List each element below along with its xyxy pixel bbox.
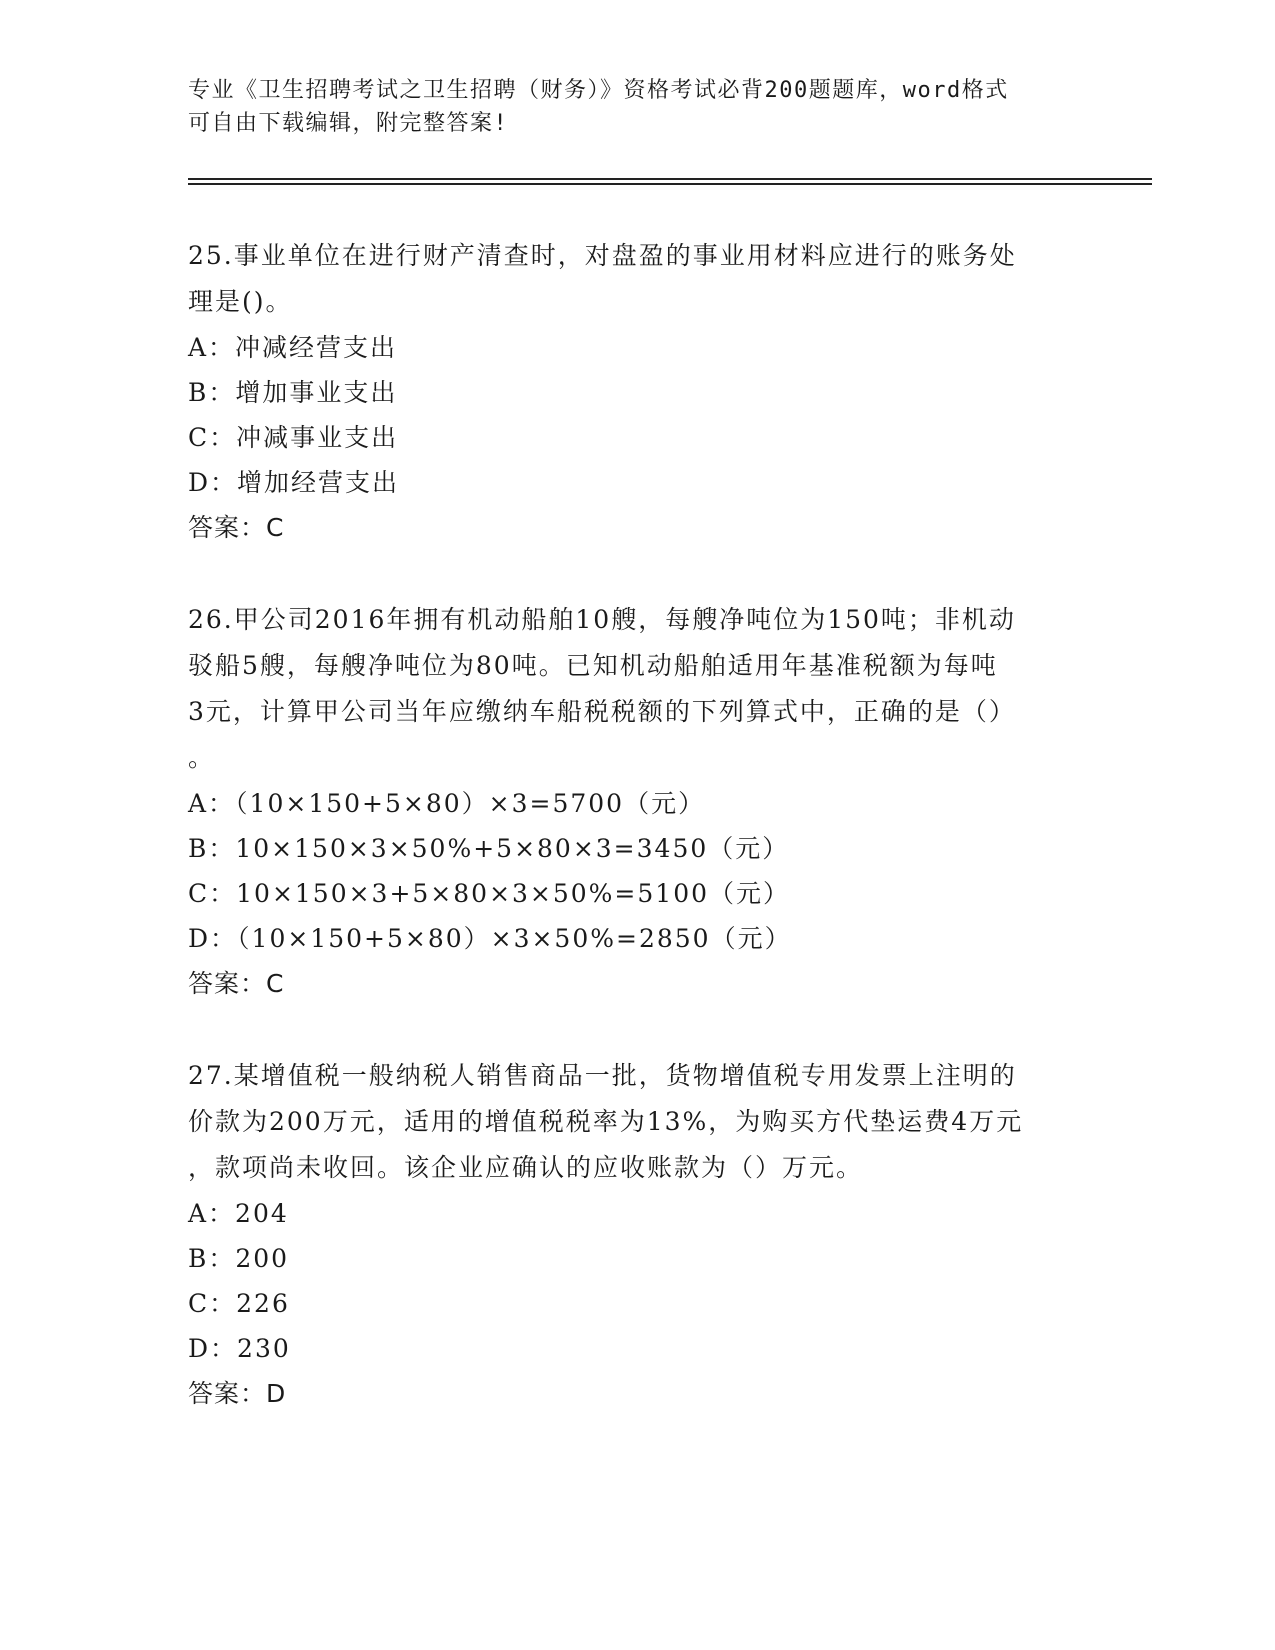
answer-line: 答案：C — [188, 969, 285, 998]
option-a: A：（10×150+5×80）×3=5700（元） — [188, 789, 706, 818]
question-stem-line: 25.事业单位在进行财产清查时，对盘盈的事业用材料应进行的账务处 — [188, 241, 1017, 270]
question-stem-line: ，款项尚未收回。该企业应确认的应收账款为（）万元。 — [188, 1153, 864, 1182]
question-stem-line: 27.某增值税一般纳税人销售商品一批，货物增值税专用发票上注明的 — [188, 1061, 1017, 1090]
question-stem-line: 3元，计算甲公司当年应缴纳车船税税额的下列算式中，正确的是（） — [188, 697, 1016, 726]
header-divider-bottom — [188, 183, 1152, 185]
option-a: A：204 — [188, 1199, 289, 1228]
option-b: B：10×150×3×50%+5×80×3=3450（元） — [188, 834, 790, 863]
option-b: B：增加事业支出 — [188, 378, 398, 407]
option-d: D：230 — [188, 1334, 291, 1363]
option-c: C：226 — [188, 1289, 290, 1318]
header-line-1: 专业《卫生招聘考试之卫生招聘（财务）》资格考试必背200题题库，word格式 — [188, 78, 1009, 103]
option-d: D：（10×150+5×80）×3×50%=2850（元） — [188, 924, 792, 953]
question-stem-line: 理是()。 — [188, 287, 293, 316]
option-d: D：增加经营支出 — [188, 468, 400, 497]
header-line-2: 可自由下载编辑，附完整答案! — [188, 111, 509, 136]
question-stem-line: 价款为200万元，适用的增值税税率为13%，为购买方代垫运费4万元 — [188, 1107, 1024, 1136]
header-divider-top — [188, 178, 1152, 180]
option-c: C：10×150×3+5×80×3×50%=5100（元） — [188, 879, 791, 908]
option-a: A：冲减经营支出 — [188, 333, 398, 362]
question-26 — [188, 597, 1088, 1006]
option-c: C：冲减事业支出 — [188, 423, 399, 452]
question-27 — [188, 1053, 1088, 1416]
question-stem-line: 驳船5艘，每艘净吨位为80吨。已知机动船舶适用年基准税额为每吨 — [188, 651, 998, 680]
question-25 — [188, 233, 1088, 550]
answer-line: 答案：D — [188, 1379, 287, 1408]
document-header — [188, 74, 1068, 140]
option-b: B：200 — [188, 1244, 290, 1273]
answer-line: 答案：C — [188, 513, 285, 542]
question-stem-line: 26.甲公司2016年拥有机动船舶10艘，每艘净吨位为150吨；非机动 — [188, 605, 1016, 634]
question-stem-line: 。 — [188, 743, 216, 772]
